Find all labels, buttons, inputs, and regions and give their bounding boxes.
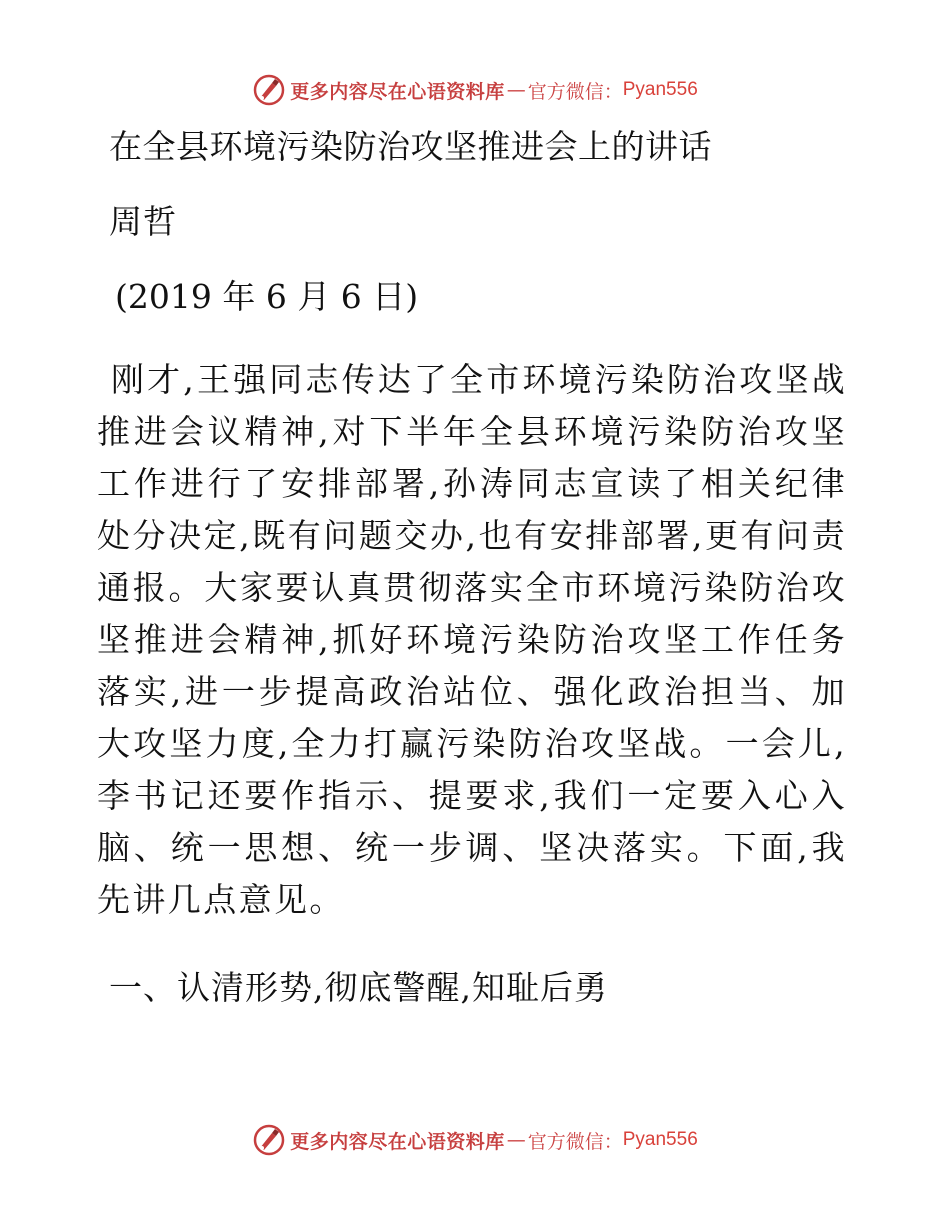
watermark-wechat-label: 官方微信：	[527, 80, 623, 103]
watermark-wechat-id: Pyan556	[622, 79, 698, 100]
watermark-dash: —	[506, 79, 526, 101]
watermark-main-text: 更多内容尽在心语资料库	[290, 1130, 505, 1153]
watermark-banner-bottom	[0, 1120, 950, 1160]
document-title: 在全县环境污染防治攻坚推进会上的讲话	[109, 127, 712, 166]
pen-logo-icon	[252, 73, 286, 107]
document-body	[97, 118, 857, 1017]
pen-logo-icon	[252, 1123, 286, 1157]
watermark-main-text: 更多内容尽在心语资料库	[290, 80, 505, 103]
section-heading-1: 一、认清形势,彻底警醒,知耻后勇	[109, 968, 608, 1007]
document-author: 周哲	[109, 202, 177, 241]
document-date: (2019 年 6 月 6 日)	[115, 277, 419, 316]
watermark-wechat-label: 官方微信：	[527, 1130, 623, 1153]
watermark-wechat-id: Pyan556	[622, 1129, 698, 1150]
watermark-dash: —	[506, 1129, 526, 1151]
watermark-banner-top	[0, 70, 950, 110]
paragraph-intro: 刚才,王强同志传达了全市环境污染防治攻坚战推进会议精神,对下半年全县环境污染防治攻坚工作进行了安排部署,孙涛同志宣读了相关纪律处分决定,既有问题交办,也有安排部署,更有问责通报。大家要认真贯彻落实全市环境污染防治攻坚推进会精神,抓好环境污染防治攻坚工作任务落实,进一步提高政治站位、强化政治担当、加大攻坚力度,全力打赢污染防治攻坚战。一会儿,李书记还要作指示、提要求,我们一定要入心入脑、统一思想、统一步调、坚决落实。下面,我先讲几点意见。	[97, 360, 847, 919]
